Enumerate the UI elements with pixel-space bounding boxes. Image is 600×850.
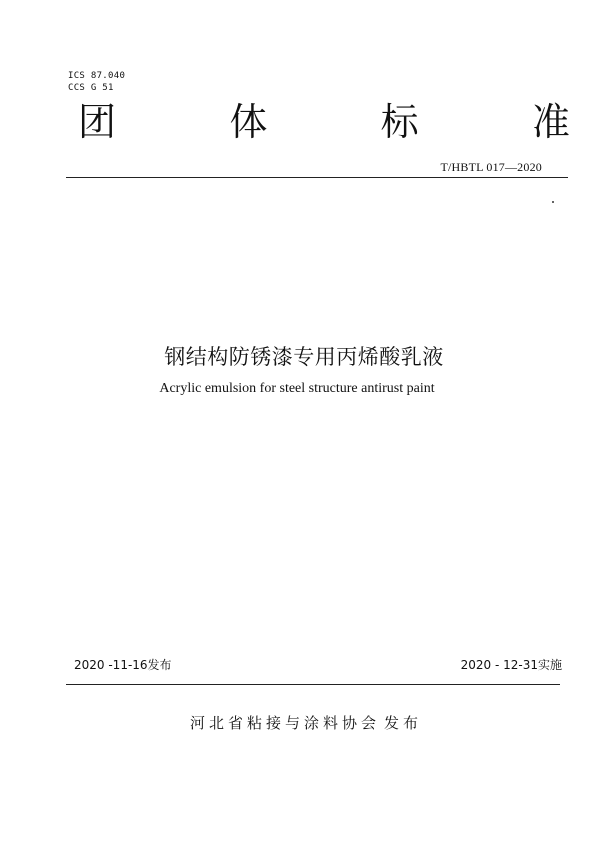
document-type-char: 团 (78, 100, 117, 144)
document-type-char: 准 (531, 100, 570, 144)
document-type-char: 体 (229, 100, 268, 144)
issue-date: 2020 -11-16发布 (74, 658, 172, 672)
footer-divider (66, 684, 560, 685)
title-chinese: 钢结构防锈漆专用丙烯酸乳液 (164, 345, 444, 369)
title-english: Acrylic emulsion for steel structure antirust paint (159, 381, 435, 396)
standard-number: T/HBTL 017—2020 (440, 160, 542, 174)
publisher-name: 河北省粘接与涂料协会 (189, 714, 380, 732)
publisher-block (0, 713, 600, 733)
ics-code: ICS 87.040 (68, 71, 126, 81)
document-type-heading (78, 96, 570, 148)
title-english-block (0, 380, 600, 398)
header-divider (66, 177, 568, 178)
title-chinese-block (0, 343, 600, 371)
publisher-line (190, 714, 422, 732)
stray-dot-mark (552, 201, 554, 203)
publisher-suffix: 发布 (384, 714, 423, 732)
implementation-date: 2020 - 12-31实施 (460, 658, 562, 672)
document-type-char: 标 (380, 100, 419, 144)
ccs-code: CCS G 51 (68, 83, 114, 93)
